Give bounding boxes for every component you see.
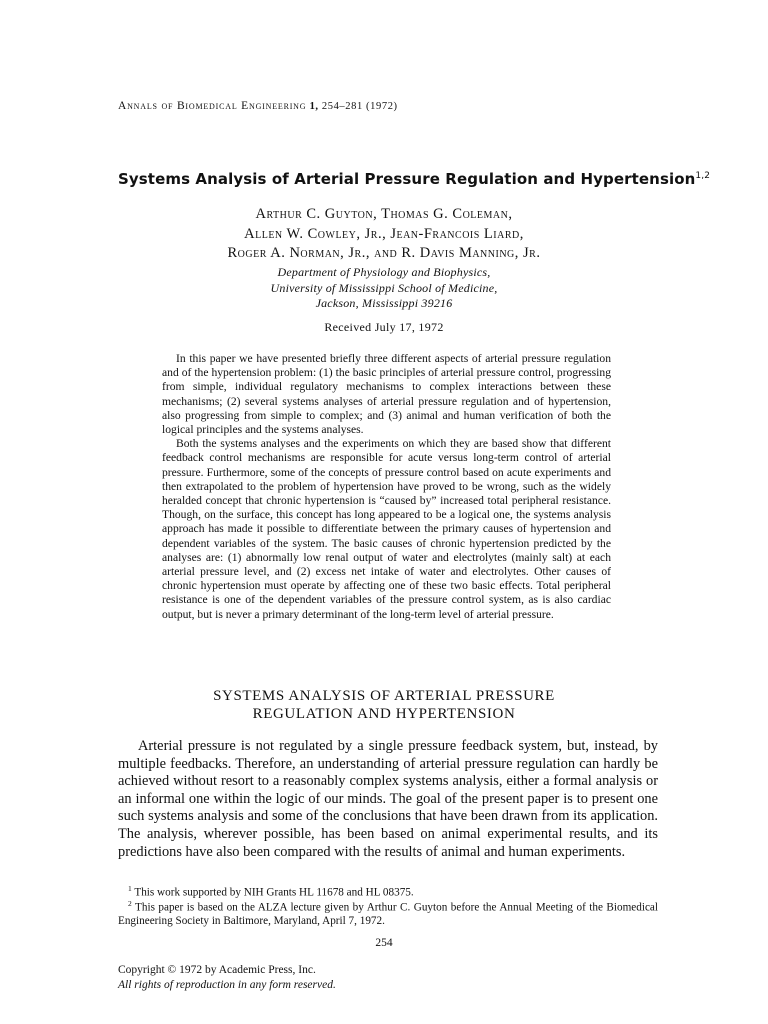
affiliation-line: University of Mississippi School of Medicine, [270,280,498,295]
author-line: Arthur C. Guyton, Thomas G. Coleman, [255,206,513,222]
affiliation-line: Jackson, Mississippi 39216 [315,296,453,311]
section-heading-line: REGULATION AND HYPERTENSION [252,705,516,722]
footnote-mark: 1 [128,884,132,893]
footnote [118,897,658,929]
abstract [162,352,611,622]
body-paragraph: Arterial pressure is not regulated by a single pressure feedback system, but, instead, by multiple feedbacks. Therefore, an understanding of arterial pressure regulation can hardly be achieved without resort to a reasonably complex systems analysis, either a formal analysis or an informal one within the logic of our minds. The goal of the present paper is to present one such systems analysis and some of the conclusions that have been drawn from its application. The analysis, wherever possible, has been based on animal experimental results, and its predictions have also been compared with the results of animal and human experiments. [118,738,658,860]
journal-volume: 1, [309,101,319,112]
rights-line: All rights of reproduction in any form reserved. [118,979,336,991]
affiliation-line: Department of Physiology and Biophysics, [277,265,491,279]
copyright-notice [118,963,336,993]
section-heading [0,688,768,723]
author-list [0,205,768,264]
journal-pages-year: 254–281 (1972) [321,101,398,112]
journal-citation [118,100,398,112]
footnote-text: This work supported by NIH Grants HL 11678 and HL 08375. [134,886,414,899]
section-heading-line: SYSTEMS ANALYSIS OF ARTERIAL PRESSURE [213,688,555,704]
paper-title-text: Systems Analysis of Arterial Pressure Regulation and Hypertension [118,170,696,188]
author-line: Roger A. Norman, Jr., and R. Davis Manning, Jr. [227,245,541,261]
footnote-mark: 2 [128,899,132,908]
page-number: 254 [375,937,393,949]
affiliation [0,265,768,312]
author-line: Allen W. Cowley, Jr., Jean-Francois Liard, [244,225,524,242]
journal-name: Annals of Biomedical Engineering [118,100,307,112]
abstract-paragraph: In this paper we have presented briefly three different aspects of arterial pressure regulation and of the hypertension problem: (1) the basic principles of arterial pressure control, progressing from simple, individual regulatory mechanisms to complex interactions between these mechanisms; (2) several systems analyses of arterial pressure regulation and of hypertension, also progressing from simple to complex; and (3) animal and human verification of both the logical principles and the systems analyses. [162,352,611,437]
title-footnote-marks: 1,2 [695,171,711,181]
abstract-paragraph: Both the systems analyses and the experiments on which they are based show that different feedback control mechanisms are responsible for acute versus long-term control of arterial pressure. Furthermore, some of the concepts of pressure control based on acute experiments and then extrapolated to the problem of hypertension have proved to be wrong, such as the widely heralded concept that chronic hypertension is “caused by” increased total peripheral resistance. Though, on the surface, this concept has long appeared to be a logical one, the systems analysis approach has made it possible to differentiate between the primary causes of hypertension and dependent variables of the system. The basic causes of chronic hypertension predicted by the analyses are: (1) abnormally low renal output of water and electrolytes (mainly salt) at each arterial pressure level, and (2) excess net intake of water and electrolytes. Other causes of chronic hypertension must operate by affecting one of these two basic effects. Total peripheral resistance is one of the dependent variables of the pressure control system, as is also cardiac output, but is never a primary determinant of the long-term level of arterial pressure. [162,437,611,621]
paper-title [118,170,710,188]
footnote-text: This paper is based on the ALZA lecture given by Arthur C. Guyton before the Annual Meeting of the Biomedical Engineering Society in Baltimore, Maryland, April 7, 1972. [118,901,658,928]
copyright-line: Copyright © 1972 by Academic Press, Inc. [118,964,316,976]
received-date: Received July 17, 1972 [324,320,444,334]
